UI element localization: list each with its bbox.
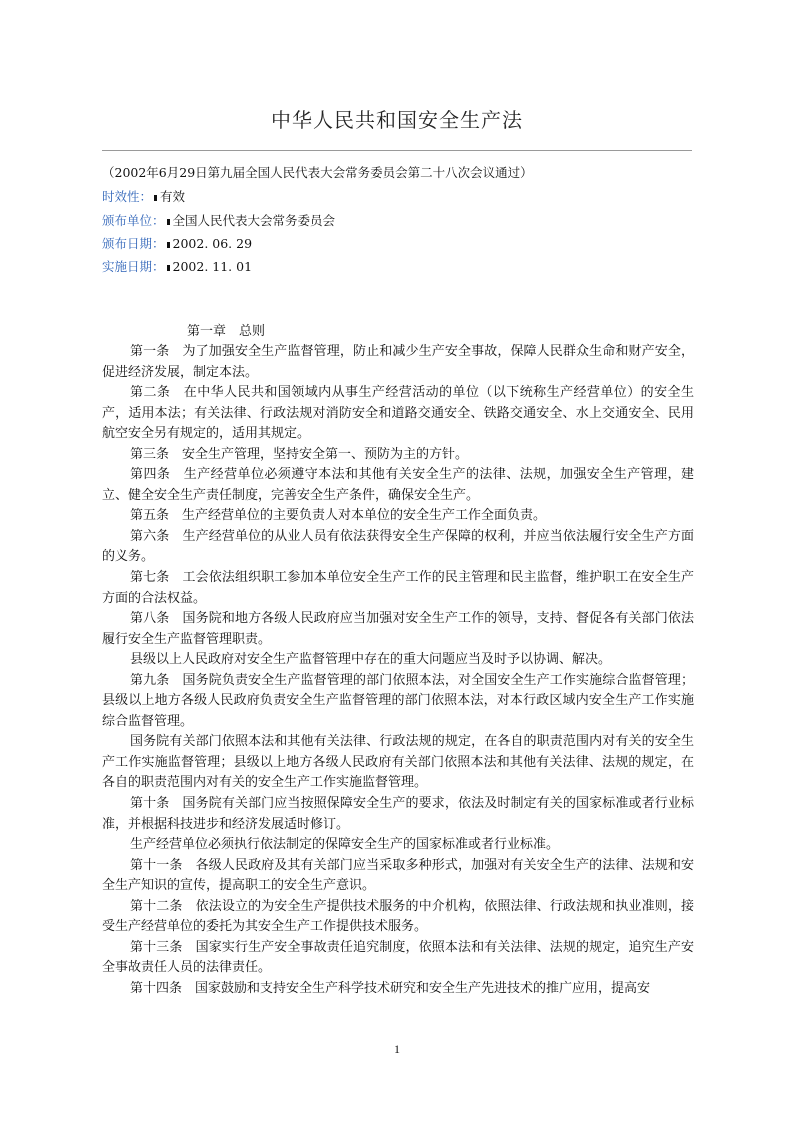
issued-date-value: 2002. 06. 29: [172, 236, 253, 251]
implementation-date-label: 实施日期：: [102, 259, 165, 274]
issued-date-row: [102, 236, 692, 252]
article-paragraph: 第十三条 国家实行生产安全事故责任追究制度，依照本法和有关法律、法规的规定，追究生产安全事故责任人员的法律责任。: [102, 939, 694, 976]
article-paragraph: 第一条 为了加强安全生产监督管理，防止和减少生产安全事故，保障人民群众生命和财产安全，促进经济发展，制定本法。: [102, 344, 694, 380]
article-paragraph: 第七条 工会依法组织职工参加本单位安全生产工作的民主管理和民主监督，维护职工在安全生产方面的合法权益。: [102, 570, 694, 606]
article-paragraph: 第六条 生产经营单位的从业人员有依法获得安全生产保障的权利，并应当依法履行安全生产方面的义务。: [102, 528, 694, 565]
field-marker-icon: [167, 265, 170, 271]
issuer-value: 全国人民代表大会常务委员会: [172, 213, 336, 228]
article-paragraph: 第十四条 国家鼓励和支持安全生产科学技术研究和安全生产先进技术的推广应用，提高安: [130, 980, 651, 996]
effectiveness-label: 时效性：: [102, 189, 153, 204]
implementation-date-row: [102, 259, 692, 275]
article-paragraph: 第十二条 依法设立的为安全生产提供技术服务的中介机构，依照法律、行政法规和执业准则，接受生产经营单位的委托为其安全生产工作提供技术服务。: [102, 898, 694, 935]
article-paragraph: 生产经营单位必须执行依法制定的保障安全生产的国家标准或者行业标准。: [130, 837, 560, 853]
article-paragraph: 第九条 国务院负责安全生产监督管理的部门依照本法，对全国安全生产工作实施综合监督管理；县级以上地方各级人民政府负责安全生产监督管理的部门依照本法，对本行政区域内安全生产工作实施综合监督管理。: [102, 672, 694, 729]
article-paragraph: 国务院有关部门依照本法和其他有关法律、行政法规的规定，在各自的职责范围内对有关的安全生产工作实施监督管理；县级以上地方各级人民政府有关部门依照本法和其他有关法律、法规的规定，在各自的职责范围内对有关的安全生产工作实施监督管理。: [102, 734, 694, 791]
effectiveness-value: 有效: [160, 189, 186, 204]
field-marker-icon: [167, 219, 170, 225]
issued-date-label: 颁布日期：: [102, 236, 165, 251]
article-paragraph: 第二条 在中华人民共和国领域内从事生产经营活动的单位（以下统称生产经营单位）的安全生产，适用本法；有关法律、行政法规对消防安全和道路交通安全、铁路交通安全、水上交通安全、民用航空安全另有规定的，适用其规定。: [102, 385, 694, 442]
document-title: 中华人民共和国安全生产法: [271, 108, 523, 132]
page-number: 1: [394, 1042, 400, 1056]
article-paragraph: 第五条 生产经营单位的主要负责人对本单位的安全生产工作全面负责。: [130, 508, 547, 524]
field-marker-icon: [154, 195, 157, 201]
article-paragraph: 县级以上人民政府对安全生产监督管理中存在的重大问题应当及时予以协调、解决。: [130, 652, 612, 668]
article-paragraph: 第四条 生产经营单位必须遵守本法和其他有关安全生产的法律、法规，加强安全生产管理，建立、健全安全生产责任制度，完善安全生产条件，确保安全生产。: [102, 467, 694, 503]
adoption-note: [102, 165, 692, 181]
title-divider: [102, 150, 692, 151]
document-body: [102, 342, 694, 1000]
article-paragraph: 第十条 国务院有关部门应当按照保障安全生产的要求，依法及时制定有关的国家标准或者行业标准，并根据科技进步和经济发展适时修订。: [102, 796, 694, 832]
chapter-heading: 第一章 总则: [187, 324, 266, 339]
effectiveness-row: [102, 189, 692, 205]
adoption-note-text: （2002年6月29日第九届全国人民代表大会常务委员会第二十八次会议通过）: [102, 165, 533, 180]
implementation-date-value: 2002. 11. 01: [172, 259, 253, 274]
issuer-label: 颁布单位：: [102, 213, 165, 228]
article-paragraph: 第十一条 各级人民政府及其有关部门应当采取多种形式，加强对有关安全生产的法律、法规和安全生产知识的宣传，提高职工的安全生产意识。: [102, 857, 694, 894]
issuer-row: [102, 213, 692, 229]
article-paragraph: 第三条 安全生产管理，坚持安全第一、预防为主的方针。: [130, 446, 469, 462]
field-marker-icon: [167, 242, 170, 248]
article-paragraph: 第八条 国务院和地方各级人民政府应当加强对安全生产工作的领导，支持、督促各有关部门依法履行安全生产监督管理职责。: [102, 611, 694, 647]
